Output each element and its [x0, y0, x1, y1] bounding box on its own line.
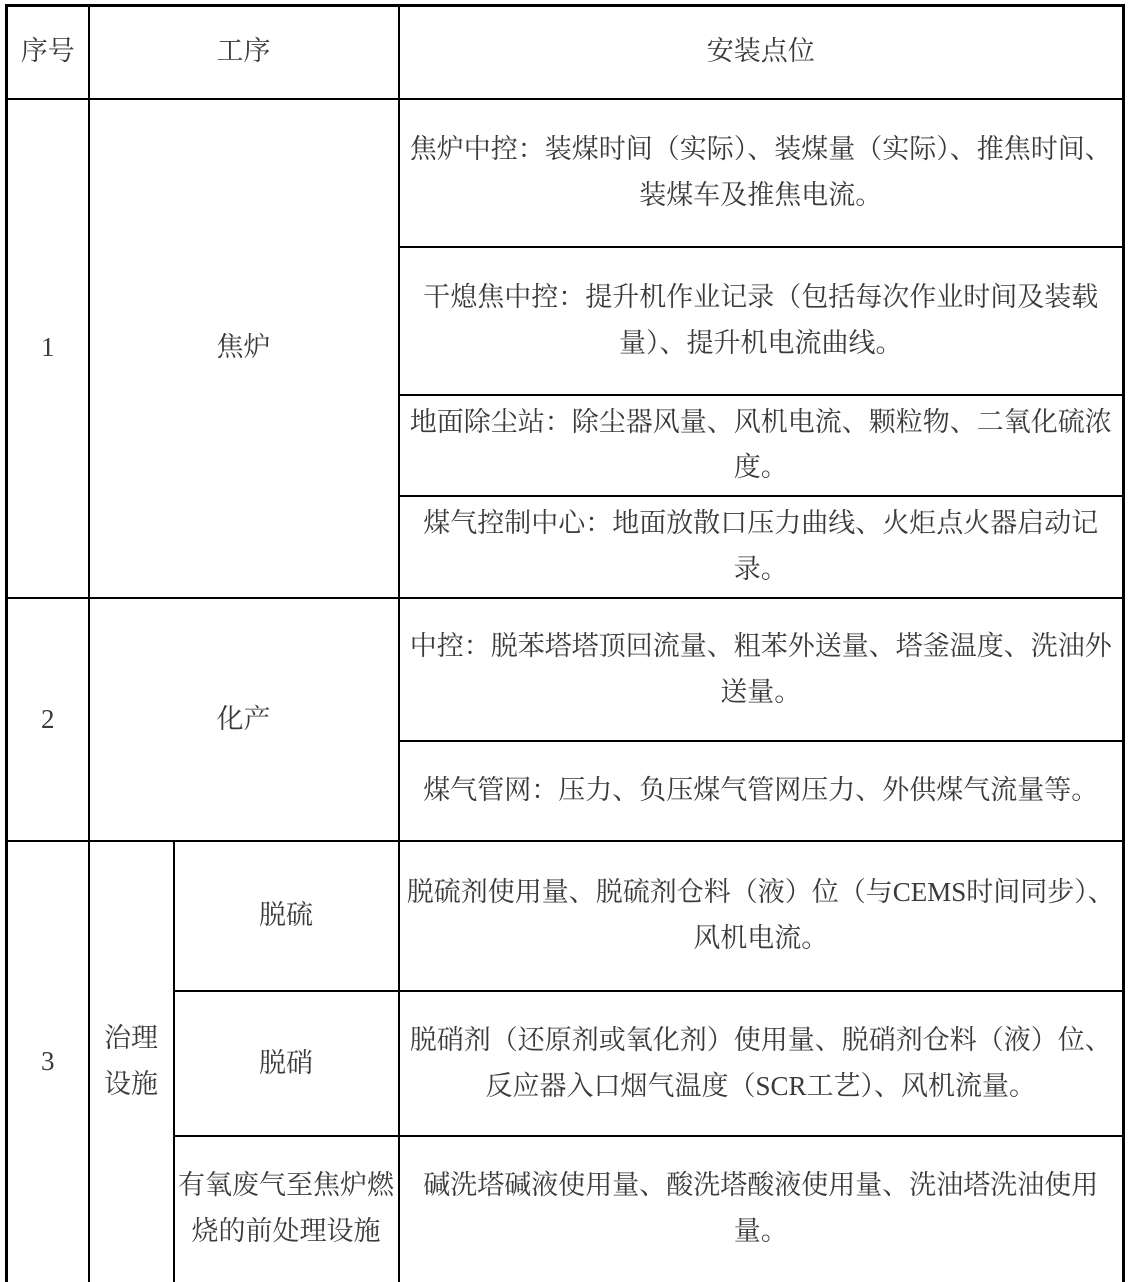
process-cell-coke-oven: 焦炉	[89, 99, 399, 599]
header-cell-install-points: 安装点位	[399, 6, 1124, 99]
table-header-row	[7, 6, 1124, 99]
points-cell: 干熄焦中控：提升机作业记录（包括每次作业时间及装载量）、提升机电流曲线。	[399, 247, 1124, 395]
table-row	[7, 1136, 1124, 1282]
points-cell: 脱硫剂使用量、脱硫剂仓料（液）位（与CEMS时间同步）、风机电流。	[399, 841, 1124, 991]
table-row	[7, 991, 1124, 1136]
table-row	[7, 99, 1124, 247]
points-cell: 中控：脱苯塔塔顶回流量、粗苯外送量、塔釜温度、洗油外送量。	[399, 598, 1124, 741]
subprocess-cell-denitrification: 脱硝	[174, 991, 399, 1136]
table-row	[7, 841, 1124, 991]
points-cell: 煤气管网：压力、负压煤气管网压力、外供煤气流量等。	[399, 741, 1124, 841]
subprocess-cell-desulfurization: 脱硫	[174, 841, 399, 991]
subprocess-cell-pretreatment: 有氧废气至焦炉燃烧的前处理设施	[174, 1136, 399, 1282]
header-cell-process: 工序	[89, 6, 399, 99]
points-cell: 地面除尘站：除尘器风量、风机电流、颗粒物、二氧化硫浓度。	[399, 395, 1124, 497]
serial-no-cell: 1	[7, 99, 89, 599]
serial-no-cell: 3	[7, 841, 89, 1282]
points-cell: 脱硝剂（还原剂或氧化剂）使用量、脱硝剂仓料（液）位、反应器入口烟气温度（SCR工艺）、风机流量。	[399, 991, 1124, 1136]
monitoring-points-table	[5, 4, 1125, 1282]
points-cell: 碱洗塔碱液使用量、酸洗塔酸液使用量、洗油塔洗油使用量。	[399, 1136, 1124, 1282]
points-cell: 煤气控制中心：地面放散口压力曲线、火炬点火器启动记录。	[399, 496, 1124, 598]
header-cell-serial-no: 序号	[7, 6, 89, 99]
process-cell-treatment-facilities: 治理设施	[89, 841, 174, 1282]
process-cell-chemical-products: 化产	[89, 598, 399, 841]
points-cell: 焦炉中控：装煤时间（实际）、装煤量（实际）、推焦时间、装煤车及推焦电流。	[399, 99, 1124, 247]
table-row	[7, 598, 1124, 741]
serial-no-cell: 2	[7, 598, 89, 841]
